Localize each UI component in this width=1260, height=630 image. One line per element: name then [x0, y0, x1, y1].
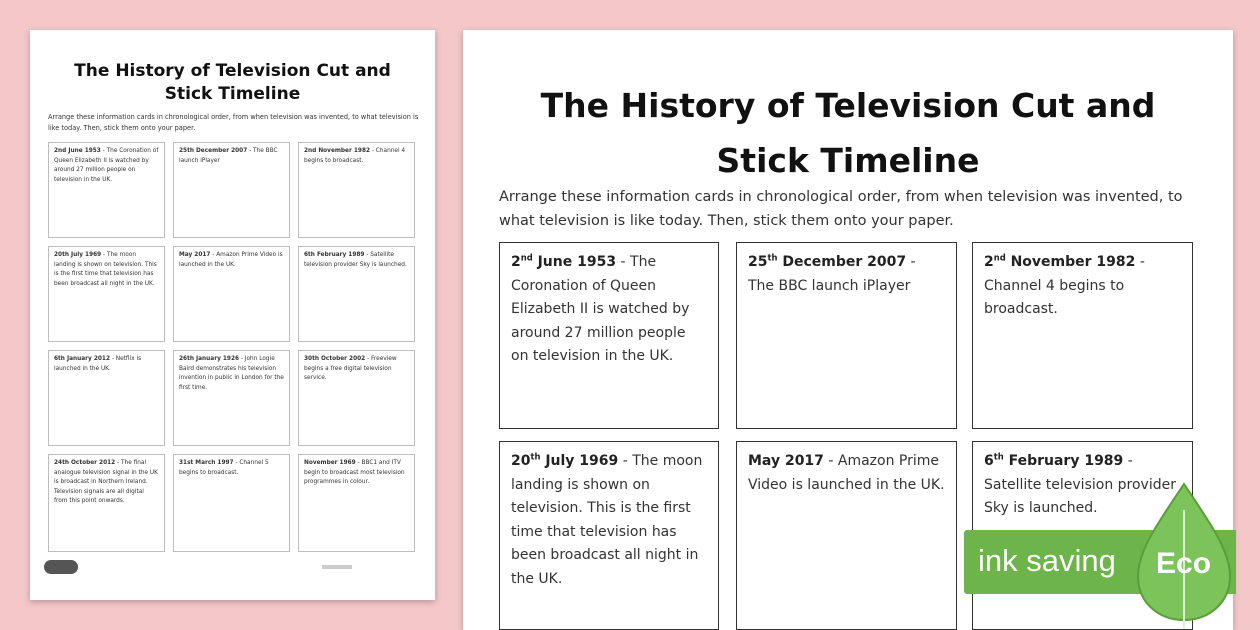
publisher-logo-icon: [44, 560, 78, 574]
page-title-line1: The History of Television Cut and: [540, 86, 1156, 125]
worksheet-thumbnail: [30, 30, 435, 600]
info-card: 2nd November 1982 - Channel 4 begins to broadcast.: [972, 242, 1193, 429]
small-info-card: 25th December 2007 - The BBC launch iPlayer: [173, 142, 290, 238]
small-info-card: 24th October 2012 - The final analogue television signal in the UK is broadcast in Northern Ireland. Television signals are all digital from this point onwards.: [48, 454, 165, 552]
small-info-card: 2nd June 1953 - The Coronation of Queen Elizabeth II is watched by around 27 million people on television in the UK.: [48, 142, 165, 238]
small-info-card: May 2017 - Amazon Prime Video is launched in the UK.: [173, 246, 290, 342]
small-info-card: 30th October 2002 - Freeview begins a free digital television service.: [298, 350, 415, 446]
small-info-card: 26th January 1926 - John Logie Baird demonstrates his television invention in public in London for the first time.: [173, 350, 290, 446]
small-info-card: 20th July 1969 - The moon landing is shown on television. This is the first time that television has been broadcast all night in the UK.: [48, 246, 165, 342]
small-title-line1: The History of Television Cut and: [74, 61, 391, 81]
small-info-card: 6th January 2012 - Netflix is launched in the UK.: [48, 350, 165, 446]
small-sheet-title: [30, 60, 435, 106]
page-title-line2: Stick Timeline: [716, 141, 980, 180]
instructions: Arrange these information cards in chronological order, from when television was invented, to what television is like today. Then, stick them onto your paper.: [499, 189, 1183, 229]
small-info-card: November 1969 - BBC1 and ITV begin to broadcast most television programmes in colour.: [298, 454, 415, 552]
small-info-card: 2nd November 1982 - Channel 4 begins to broadcast.: [298, 142, 415, 238]
small-title-line2: Stick Timeline: [164, 84, 301, 104]
info-card: May 2017 - Amazon Prime Video is launched in the UK.: [736, 441, 957, 630]
info-card: 25th December 2007 - The BBC launch iPlayer: [736, 242, 957, 429]
info-card: 2nd June 1953 - The Coronation of Queen Elizabeth II is watched by around 27 million people on television in the UK.: [499, 242, 719, 429]
page-title: [463, 78, 1233, 188]
small-sheet-instructions: Arrange these information cards in chronological order, from when television was invented, to what television is like today. Then, stick them onto your paper.: [48, 113, 419, 132]
ink-saving-text: ink saving: [978, 543, 1116, 578]
small-info-card: 6th February 1989 - Satellite television provider Sky is launched.: [298, 246, 415, 342]
info-card: 20th July 1969 - The moon landing is shown on television. This is the first time that television has been broadcast all night in the UK.: [499, 441, 719, 630]
info-card: 6th February 1989 - Satellite television provider Sky is launched.: [972, 441, 1193, 630]
eco-label: Eco: [1156, 547, 1212, 580]
footer-credit-line: [322, 565, 352, 569]
small-info-card: 31st March 1997 - Channel 5 begins to broadcast.: [173, 454, 290, 552]
